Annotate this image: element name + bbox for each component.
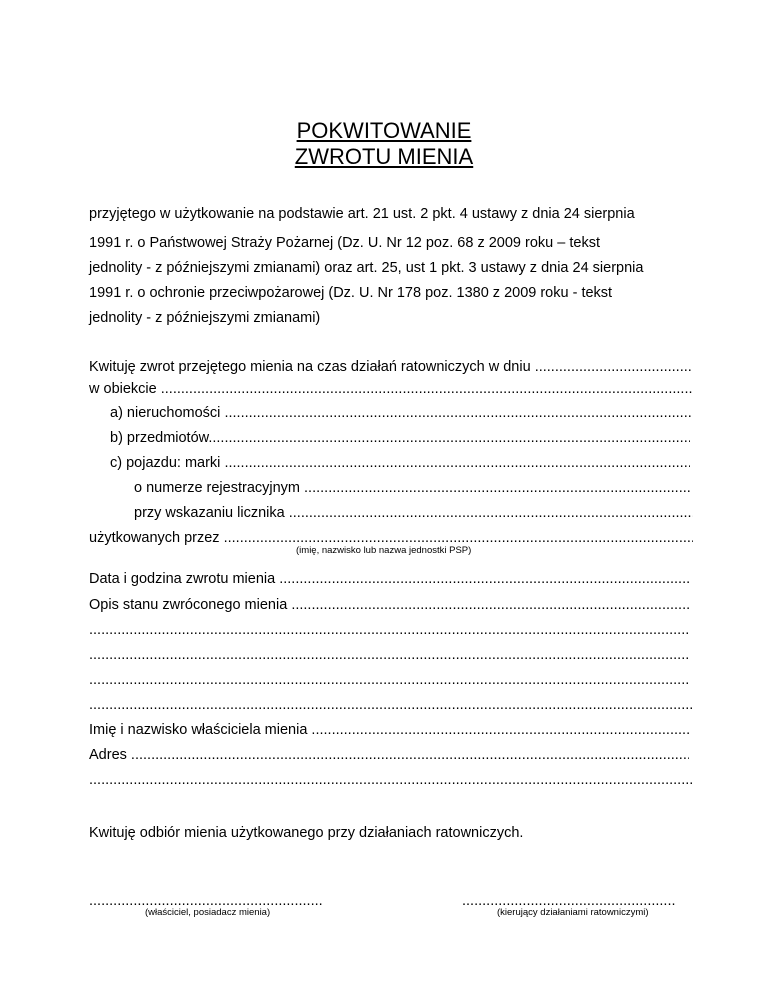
item-b-field: b) przedmiotów ..... [110, 427, 690, 449]
intro-line-3: jednolity - z późniejszymi zmianami) oraz art. 25, ust 1 pkt. 3 ustawy z dnia 24 sierpnia [89, 260, 644, 276]
document-subtitle: ZWROTU MIENIA [294, 144, 474, 169]
item-c-field: c) pojazdu: marki ..... [110, 452, 690, 474]
condition-line-4 [89, 669, 689, 691]
used-by-field: użytkowanych przez ..... [89, 527, 693, 549]
condition-line-2 [89, 619, 689, 641]
intro-line-4: 1991 r. o ochronie przeciwpożarowej (Dz. U. Nr 178 poz. 1380 z 2009 roku - tekst [89, 285, 613, 301]
return-date-field: Kwituję zwrot przejętego mienia na czas działań ratowniczych w dniu ..... [89, 356, 693, 378]
address-line-2 [89, 769, 693, 791]
intro-line-1: przyjętego w użytkowanie na podstawie art. 21 ust. 2 pkt. 4 ustawy z dnia 24 sierpnia [89, 206, 635, 222]
intro-line-2: 1991 r. o Państwowej Straży Pożarnej (Dz. U. Nr 12 poz. 68 z 2009 roku – tekst [89, 235, 600, 251]
commander-signature-label: (kierujący działaniami ratowniczymi) [497, 907, 649, 918]
meter-field: przy wskazaniu licznika ..... [134, 502, 693, 524]
address-field: Adres ..... [89, 744, 689, 766]
used-by-note: (imię, nazwisko lub nazwa jednostki PSP) [296, 545, 472, 556]
document-title: POKWITOWANIE [296, 118, 472, 143]
registration-field: o numerze rejestracyjnym ..... [134, 477, 690, 499]
condition-line-3 [89, 644, 689, 666]
receipt-statement: Kwituję odbiór mienia użytkowanego przy działaniach ratowniczych. [89, 825, 524, 841]
owner-signature-label: (właściciel, posiadacz mienia) [145, 907, 271, 918]
condition-field: Opis stanu zwróconego mienia ..... [89, 594, 689, 616]
commander-signature-line: ..................................................... [462, 893, 676, 909]
object-field: w obiekcie ..... [89, 378, 693, 400]
owner-name-field: Imię i nazwisko właściciela mienia ..... [89, 719, 689, 741]
item-a-field: a) nieruchomości ..... [110, 402, 693, 424]
condition-line-5 [89, 694, 693, 716]
owner-signature-line: .......................................................... [89, 893, 323, 909]
intro-line-5: jednolity - z późniejszymi zmianami) [89, 310, 321, 326]
return-datetime-field: Data i godzina zwrotu mienia ..... [89, 568, 689, 590]
